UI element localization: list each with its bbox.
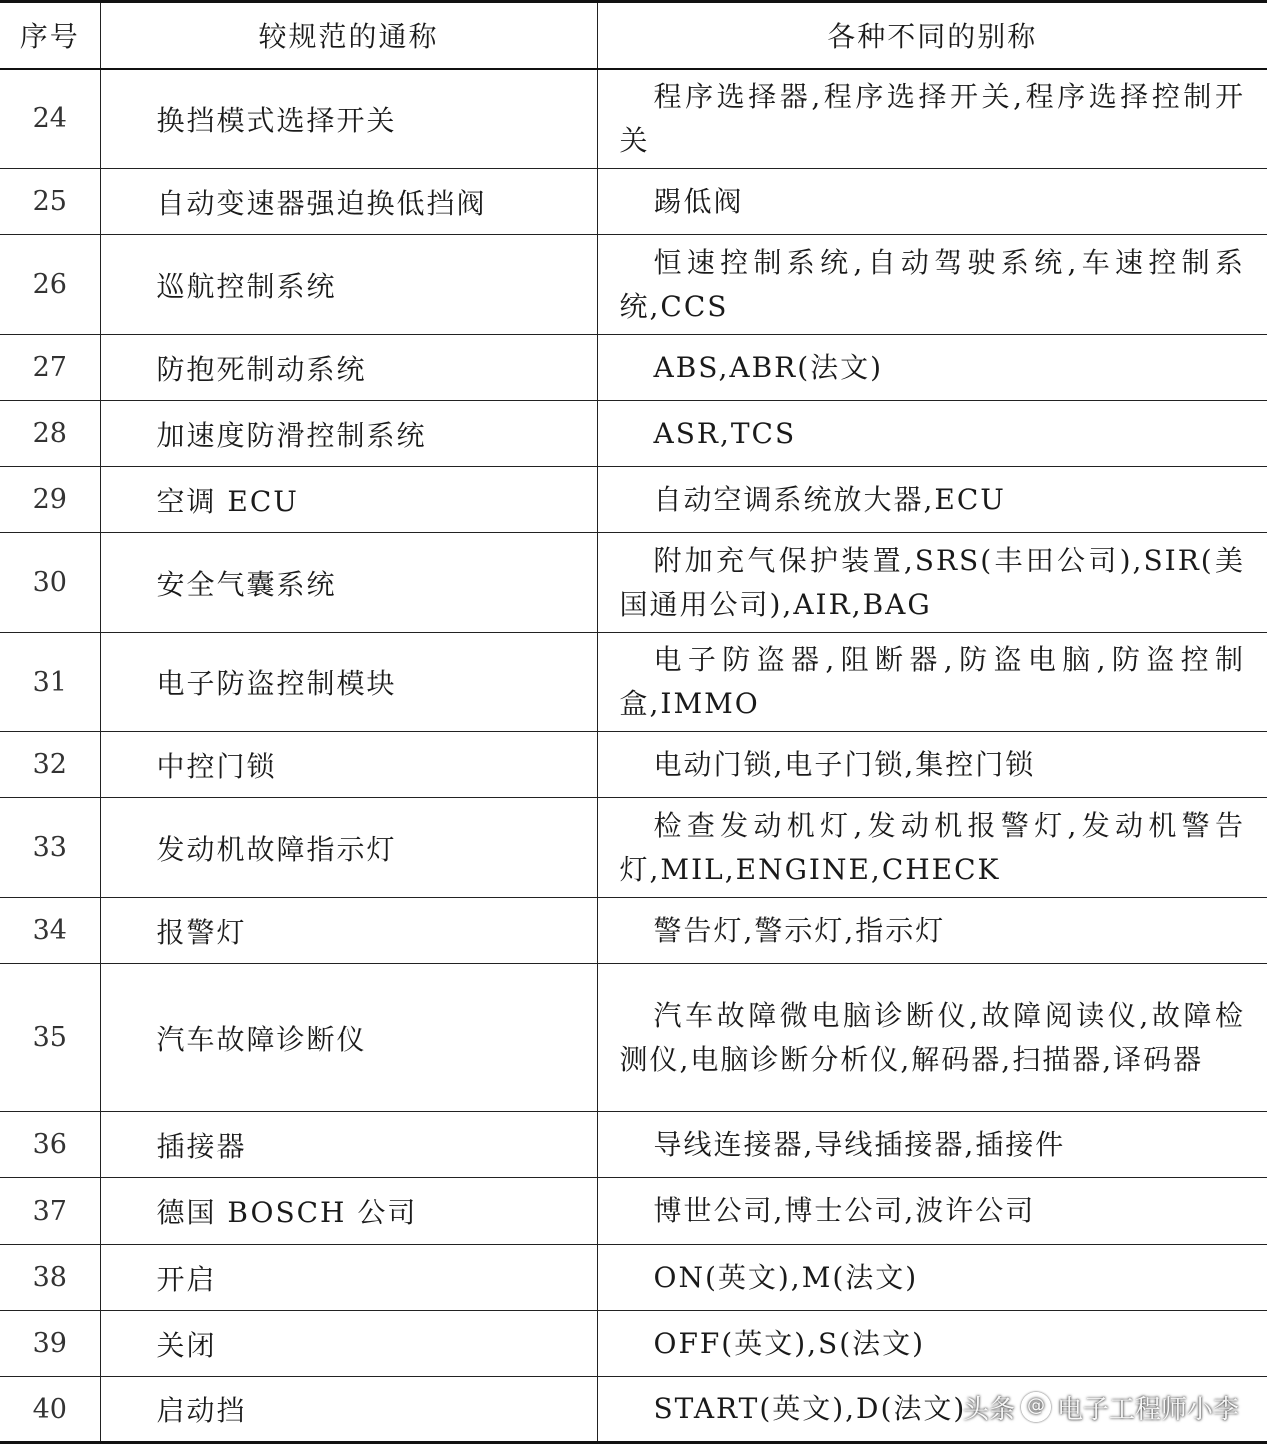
row-term: 加速度防滑控制系统 — [100, 401, 597, 467]
row-term: 插接器 — [100, 1112, 597, 1178]
row-aliases: OFF(英文),S(法文) — [597, 1311, 1267, 1377]
watermark — [963, 1384, 1239, 1430]
table-row — [0, 1245, 1267, 1311]
row-aliases: 博世公司,博士公司,波许公司 — [597, 1178, 1267, 1245]
table-row — [0, 401, 1267, 467]
row-term: 中控门锁 — [100, 732, 597, 798]
row-index: 33 — [0, 798, 100, 898]
row-term: 启动挡 — [100, 1377, 597, 1443]
row-term: 发动机故障指示灯 — [100, 798, 597, 898]
row-aliases: 汽车故障微电脑诊断仪,故障阅读仪,故障检测仪,电脑诊断分析仪,解码器,扫描器,译码器 — [597, 964, 1267, 1112]
row-term: 安全气囊系统 — [100, 533, 597, 633]
row-index: 32 — [0, 732, 100, 798]
row-index: 40 — [0, 1377, 100, 1443]
row-aliases: 检查发动机灯,发动机报警灯,发动机警告灯,MIL,ENGINE,CHECK — [597, 798, 1267, 898]
header-term: 较规范的通称 — [100, 2, 597, 69]
row-index: 25 — [0, 169, 100, 235]
table-row — [0, 1311, 1267, 1377]
row-term: 报警灯 — [100, 898, 597, 964]
row-aliases: 电子防盗器,阻断器,防盗电脑,防盗控制盒,IMMO — [597, 633, 1267, 732]
row-aliases: ABS,ABR(法文) — [597, 335, 1267, 401]
row-term: 自动变速器强迫换低挡阀 — [100, 169, 597, 235]
row-term: 关闭 — [100, 1311, 597, 1377]
header-aliases: 各种不同的别称 — [597, 2, 1267, 69]
table-row — [0, 1178, 1267, 1245]
row-index: 37 — [0, 1178, 100, 1245]
row-index: 27 — [0, 335, 100, 401]
table-row — [0, 335, 1267, 401]
table-row — [0, 898, 1267, 964]
row-index: 28 — [0, 401, 100, 467]
row-aliases: 警告灯,警示灯,指示灯 — [597, 898, 1267, 964]
table-row — [0, 533, 1267, 633]
table-row — [0, 467, 1267, 533]
table-row — [0, 235, 1267, 335]
table-header-row — [0, 2, 1267, 69]
row-term: 汽车故障诊断仪 — [100, 964, 597, 1112]
row-term: 巡航控制系统 — [100, 235, 597, 335]
row-term: 德国 BOSCH 公司 — [100, 1178, 597, 1245]
row-aliases: 电动门锁,电子门锁,集控门锁 — [597, 732, 1267, 798]
row-index: 35 — [0, 964, 100, 1112]
row-aliases: 导线连接器,导线插接器,插接件 — [597, 1112, 1267, 1178]
table-row — [0, 1112, 1267, 1178]
row-index: 24 — [0, 69, 100, 169]
table-row — [0, 69, 1267, 169]
row-term: 防抱死制动系统 — [100, 335, 597, 401]
row-aliases: 自动空调系统放大器,ECU — [597, 467, 1267, 533]
row-index: 29 — [0, 467, 100, 533]
row-aliases: ASR,TCS — [597, 401, 1267, 467]
row-term: 电子防盗控制模块 — [100, 633, 597, 732]
table-row — [0, 732, 1267, 798]
row-term: 换挡模式选择开关 — [100, 69, 597, 169]
row-term: 开启 — [100, 1245, 597, 1311]
row-index: 39 — [0, 1311, 100, 1377]
row-index: 38 — [0, 1245, 100, 1311]
row-aliases: 恒速控制系统,自动驾驶系统,车速控制系统,CCS — [597, 235, 1267, 335]
row-aliases: ON(英文),M(法文) — [597, 1245, 1267, 1311]
table-row — [0, 169, 1267, 235]
row-aliases: 附加充气保护装置,SRS(丰田公司),SIR(美国通用公司),AIR,BAG — [597, 533, 1267, 633]
header-index: 序号 — [0, 2, 100, 69]
row-aliases: 程序选择器,程序选择开关,程序选择控制开关 — [597, 69, 1267, 169]
table-row — [0, 633, 1267, 732]
row-index: 26 — [0, 235, 100, 335]
table-row — [0, 798, 1267, 898]
watermark-handle: 电子工程师小李 — [1056, 1394, 1239, 1425]
table-row — [0, 964, 1267, 1112]
row-index: 30 — [0, 533, 100, 633]
watermark-prefix: 头条 — [962, 1394, 1015, 1425]
at-icon: @ — [1021, 1392, 1051, 1422]
row-index: 34 — [0, 898, 100, 964]
row-index: 31 — [0, 633, 100, 732]
row-term: 空调 ECU — [100, 467, 597, 533]
row-aliases: START(英文),D(法文) — [597, 1377, 1267, 1443]
row-index: 36 — [0, 1112, 100, 1178]
row-aliases: 踢低阀 — [597, 169, 1267, 235]
